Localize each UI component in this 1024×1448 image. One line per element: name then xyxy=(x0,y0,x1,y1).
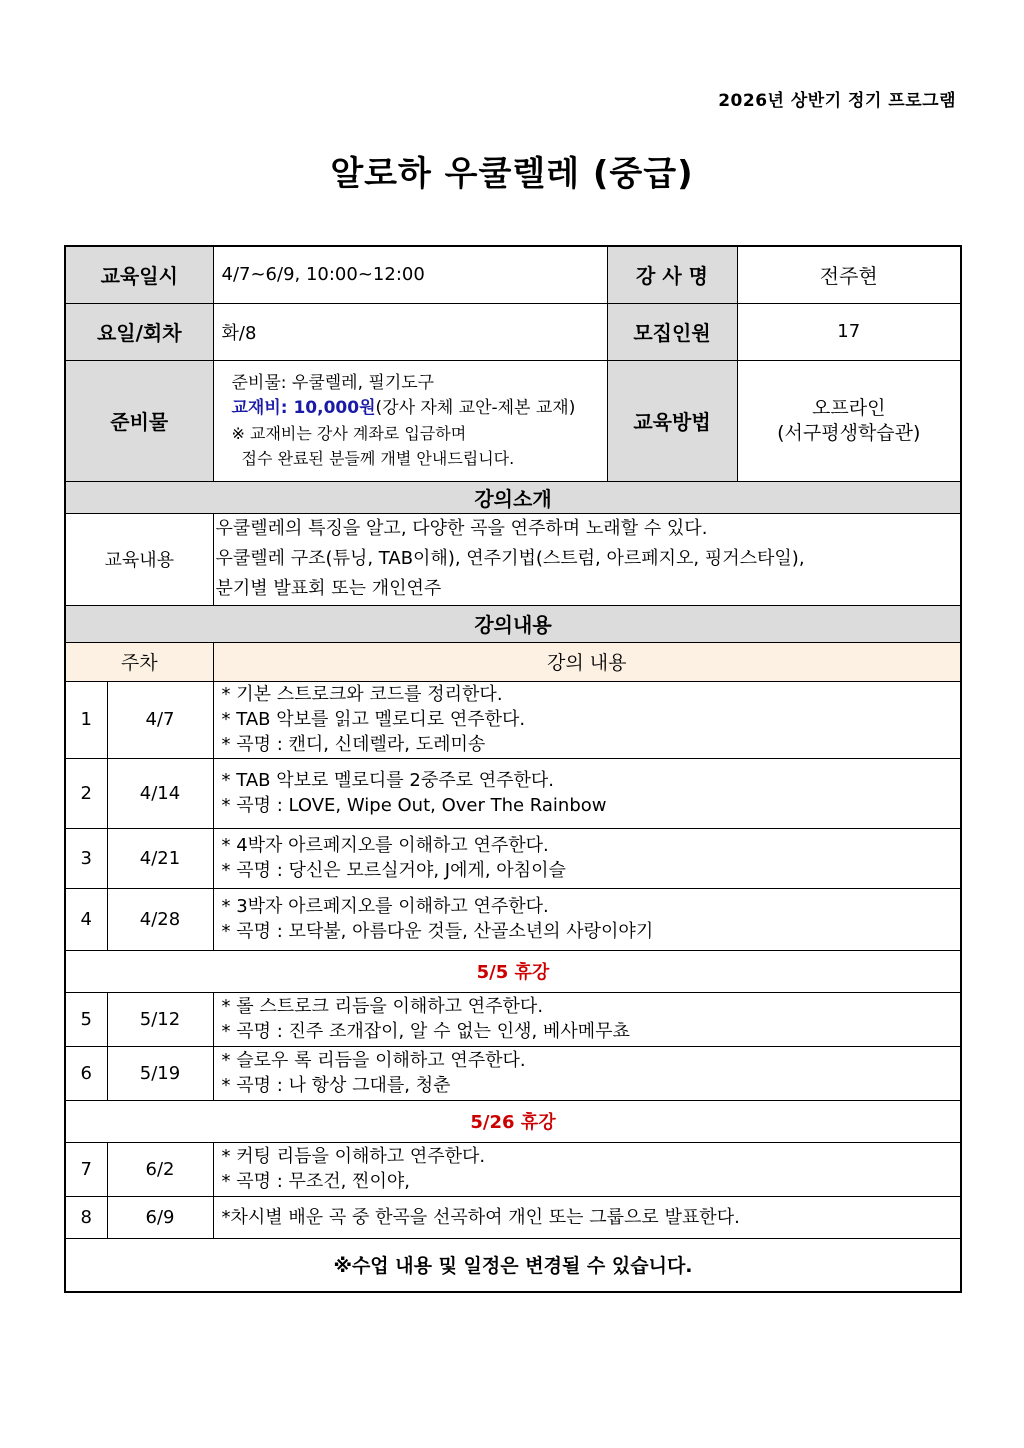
content-line: * 곡명 : 캔디, 신데렐라, 도레미송 xyxy=(221,734,486,755)
page-title: 알로하 우쿨렐레 (중급) xyxy=(330,154,694,194)
content-line: * 3박자 아르페지오를 이해하고 연주한다. xyxy=(221,896,549,917)
intro-line: 우쿨렐레 구조(튜닝, TAB이해), 연주기법(스트럼, 아르페지오, 핑거스타일), xyxy=(215,548,805,569)
week-content xyxy=(213,828,961,888)
schedule-notice: ※수업 내용 및 일정은 변경될 수 있습니다. xyxy=(65,1238,961,1292)
week-number: 7 xyxy=(65,1142,107,1196)
week-content xyxy=(213,758,961,828)
intro-row xyxy=(65,513,961,605)
prep-fee-label: 교재비: 10,000원 xyxy=(231,397,376,418)
prep-fee-line xyxy=(232,396,599,421)
week-number: 3 xyxy=(65,828,107,888)
schedule-section-title: 강의내용 xyxy=(65,605,961,642)
content-line: * 곡명 : LOVE, Wipe Out, Over The Rainbow xyxy=(221,795,607,816)
week-date: 4/21 xyxy=(107,828,213,888)
week-date: 4/28 xyxy=(107,888,213,950)
week-number: 2 xyxy=(65,758,107,828)
week-date: 4/7 xyxy=(107,681,213,758)
week-content xyxy=(213,681,961,758)
week-number: 6 xyxy=(65,1046,107,1100)
intro-line: 우쿨렐레의 특징을 알고, 다양한 곡을 연주하며 노래할 수 있다. xyxy=(215,518,708,539)
method-value xyxy=(737,360,961,481)
prep-content xyxy=(213,360,607,481)
info-row-prep xyxy=(65,360,961,481)
prep-note-1: ※ 교재비는 강사 계좌로 입금하며 xyxy=(231,423,467,443)
intro-section-row xyxy=(65,481,961,513)
course-table xyxy=(64,245,962,1293)
week-date: 5/12 xyxy=(107,992,213,1046)
table-row xyxy=(65,992,961,1046)
intro-label: 교육내용 xyxy=(65,513,213,605)
holiday-1: 5/5 휴강 xyxy=(65,950,961,992)
week-content xyxy=(213,888,961,950)
week-content xyxy=(213,1142,961,1196)
method-label: 교육방법 xyxy=(607,360,737,481)
holiday-row xyxy=(65,950,961,992)
date-value: 4/7~6/9, 10:00~12:00 xyxy=(213,246,607,303)
capacity-label: 모집인원 xyxy=(607,303,737,360)
content-line: * 곡명 : 당신은 모르실거야, J에게, 아침이슬 xyxy=(221,860,566,881)
content-line: * TAB 악보를 읽고 멜로디로 연주한다. xyxy=(221,709,526,730)
content-line: * 곡명 : 모닥불, 아름다운 것들, 산골소년의 사랑이야기 xyxy=(221,921,654,942)
intro-section-title: 강의소개 xyxy=(65,481,961,513)
table-row xyxy=(65,1142,961,1196)
info-row-day xyxy=(65,303,961,360)
content-line: *차시별 배운 곡 중 한곡을 선곡하여 개인 또는 그룹으로 발표한다. xyxy=(221,1206,740,1228)
day-value: 화/8 xyxy=(213,303,607,360)
week-date: 6/2 xyxy=(107,1142,213,1196)
prep-line: 준비물: 우쿨렐레, 필기도구 xyxy=(231,372,435,393)
week-number: 1 xyxy=(65,681,107,758)
method-line-1: 오프라인 xyxy=(812,396,886,419)
content-line: * 곡명 : 무조건, 찐이야, xyxy=(221,1171,410,1192)
week-date: 4/14 xyxy=(107,758,213,828)
prep-fee-desc: (강사 자체 교안-제본 교재) xyxy=(375,397,576,418)
holiday-row xyxy=(65,1100,961,1142)
capacity-value: 17 xyxy=(737,303,961,360)
method-line-2: (서구평생학습관) xyxy=(777,421,921,444)
table-row xyxy=(65,1196,961,1238)
info-row-date xyxy=(65,246,961,303)
table-row xyxy=(65,1046,961,1100)
teacher-label: 강 사 명 xyxy=(607,246,737,303)
content-line: * 슬로우 록 리듬을 이해하고 연주한다. xyxy=(221,1050,526,1071)
content-line: * 4박자 아르페지오를 이해하고 연주한다. xyxy=(221,835,549,856)
intro-content xyxy=(213,513,961,605)
date-label: 교육일시 xyxy=(65,246,213,303)
table-row xyxy=(65,828,961,888)
teacher-value: 전주현 xyxy=(737,246,961,303)
content-line: * 롤 스트로크 리듬을 이해하고 연주한다. xyxy=(221,996,544,1017)
prep-label: 준비물 xyxy=(65,360,213,481)
week-content xyxy=(213,1196,961,1238)
week-date: 6/9 xyxy=(107,1196,213,1238)
notice-row xyxy=(65,1238,961,1292)
schedule-header-row xyxy=(65,642,961,681)
week-content xyxy=(213,1046,961,1100)
schedule-section-row xyxy=(65,605,961,642)
week-date: 5/19 xyxy=(107,1046,213,1100)
content-line: * 곡명 : 나 항상 그대를, 청춘 xyxy=(221,1075,451,1096)
content-line: * 기본 스트로크와 코드를 정리한다. xyxy=(221,684,503,705)
col-week-header: 주차 xyxy=(65,642,213,681)
week-number: 4 xyxy=(65,888,107,950)
table-row xyxy=(65,681,961,758)
prep-note-2: 접수 완료된 분들께 개별 안내드립니다. xyxy=(241,448,515,468)
content-line: * 커팅 리듬을 이해하고 연주한다. xyxy=(221,1146,486,1167)
week-content xyxy=(213,992,961,1046)
week-number: 8 xyxy=(65,1196,107,1238)
content-line: * TAB 악보로 멜로디를 2중주로 연주한다. xyxy=(221,770,554,791)
holiday-2: 5/26 휴강 xyxy=(65,1100,961,1142)
week-number: 5 xyxy=(65,992,107,1046)
program-period: 2026년 상반기 정기 프로그램 xyxy=(718,91,956,111)
intro-line: 분기별 발표회 또는 개인연주 xyxy=(215,578,442,599)
table-row xyxy=(65,758,961,828)
day-label: 요일/회차 xyxy=(65,303,213,360)
table-row xyxy=(65,888,961,950)
content-line: * 곡명 : 진주 조개잡이, 알 수 없는 인생, 베사메무쵸 xyxy=(221,1021,630,1042)
col-content-header: 강의 내용 xyxy=(213,642,961,681)
